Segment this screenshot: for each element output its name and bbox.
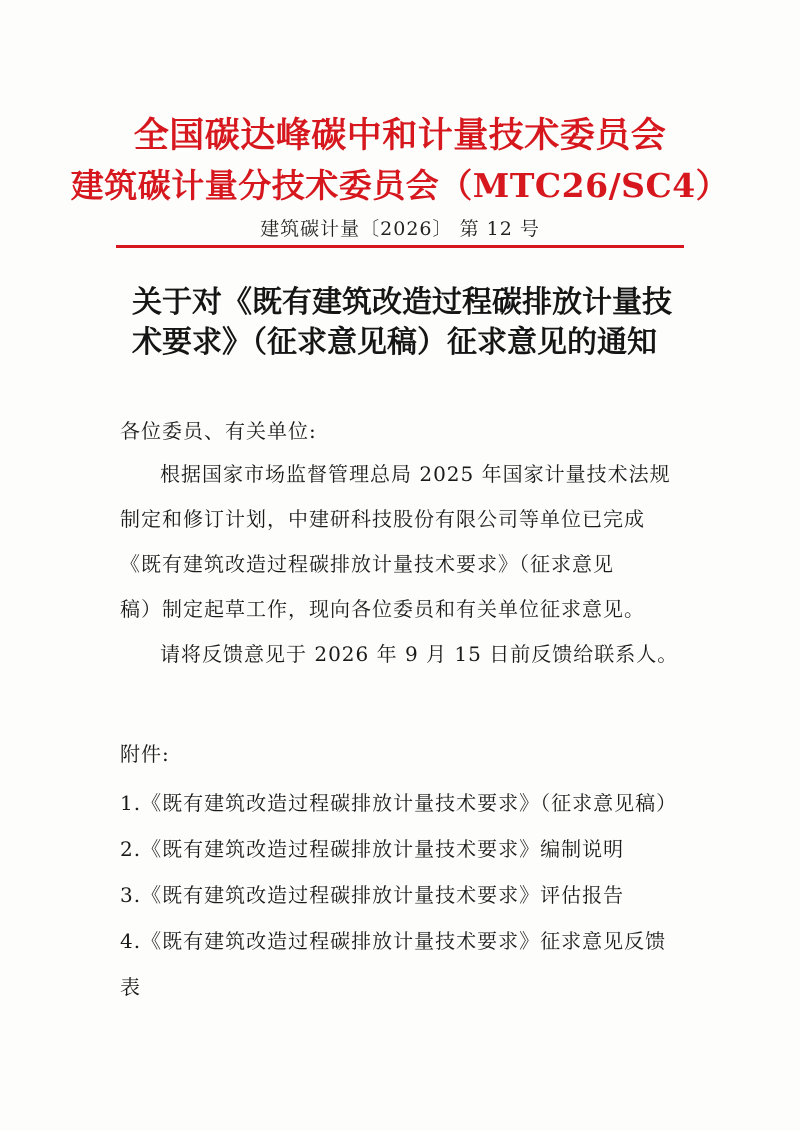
attachments-list <box>120 780 700 1010</box>
body-paragraph-2: 请将反馈意见于 2026 年 9 月 15 日前反馈给联系人。 <box>160 642 679 666</box>
body-paragraph-line: 《既有建筑改造过程碳排放计量技术要求》（征求意见 <box>120 552 614 576</box>
attachments-heading: 附件: <box>120 742 170 766</box>
attachment-item: 3.《既有建筑改造过程碳排放计量技术要求》评估报告 <box>120 883 625 907</box>
attachment-item: 2.《既有建筑改造过程碳排放计量技术要求》编制说明 <box>120 837 625 861</box>
attachment-item <box>120 918 700 1010</box>
notice-title <box>132 283 692 363</box>
issuing-organization: 全国碳达峰碳中和计量技术委员会 <box>133 115 667 156</box>
salutation: 各位委员、有关单位: <box>120 419 317 443</box>
body-paragraph-line: 根据国家市场监督管理总局 2025 年国家计量技术法规 <box>160 462 671 486</box>
notice-title-line-2: 术要求》（征求意见稿）征求意见的通知 <box>132 325 657 360</box>
notice-title-line-1: 关于对《既有建筑改造过程碳排放计量技 <box>132 285 672 320</box>
attachment-item: 1.《既有建筑改造过程碳排放计量技术要求》（征求意见稿） <box>120 791 678 815</box>
attachment-item-wrap: 表 <box>120 975 141 999</box>
issuing-subcommittee: 建筑碳计量分技术委员会（MTC26/SC4） <box>70 166 730 205</box>
body-paragraph-line: 制定和修订计划，中建研科技股份有限公司等单位已完成 <box>120 507 645 531</box>
body-paragraph-1 <box>120 452 700 632</box>
red-divider-line <box>116 245 684 248</box>
attachment-item-text: 4.《既有建筑改造过程碳排放计量技术要求》征求意见反馈 <box>120 929 667 953</box>
body-paragraph-line: 稿）制定起草工作，现向各位委员和有关单位征求意见。 <box>120 597 645 621</box>
document-number: 建筑碳计量〔2026〕 第 12 号 <box>260 218 540 240</box>
